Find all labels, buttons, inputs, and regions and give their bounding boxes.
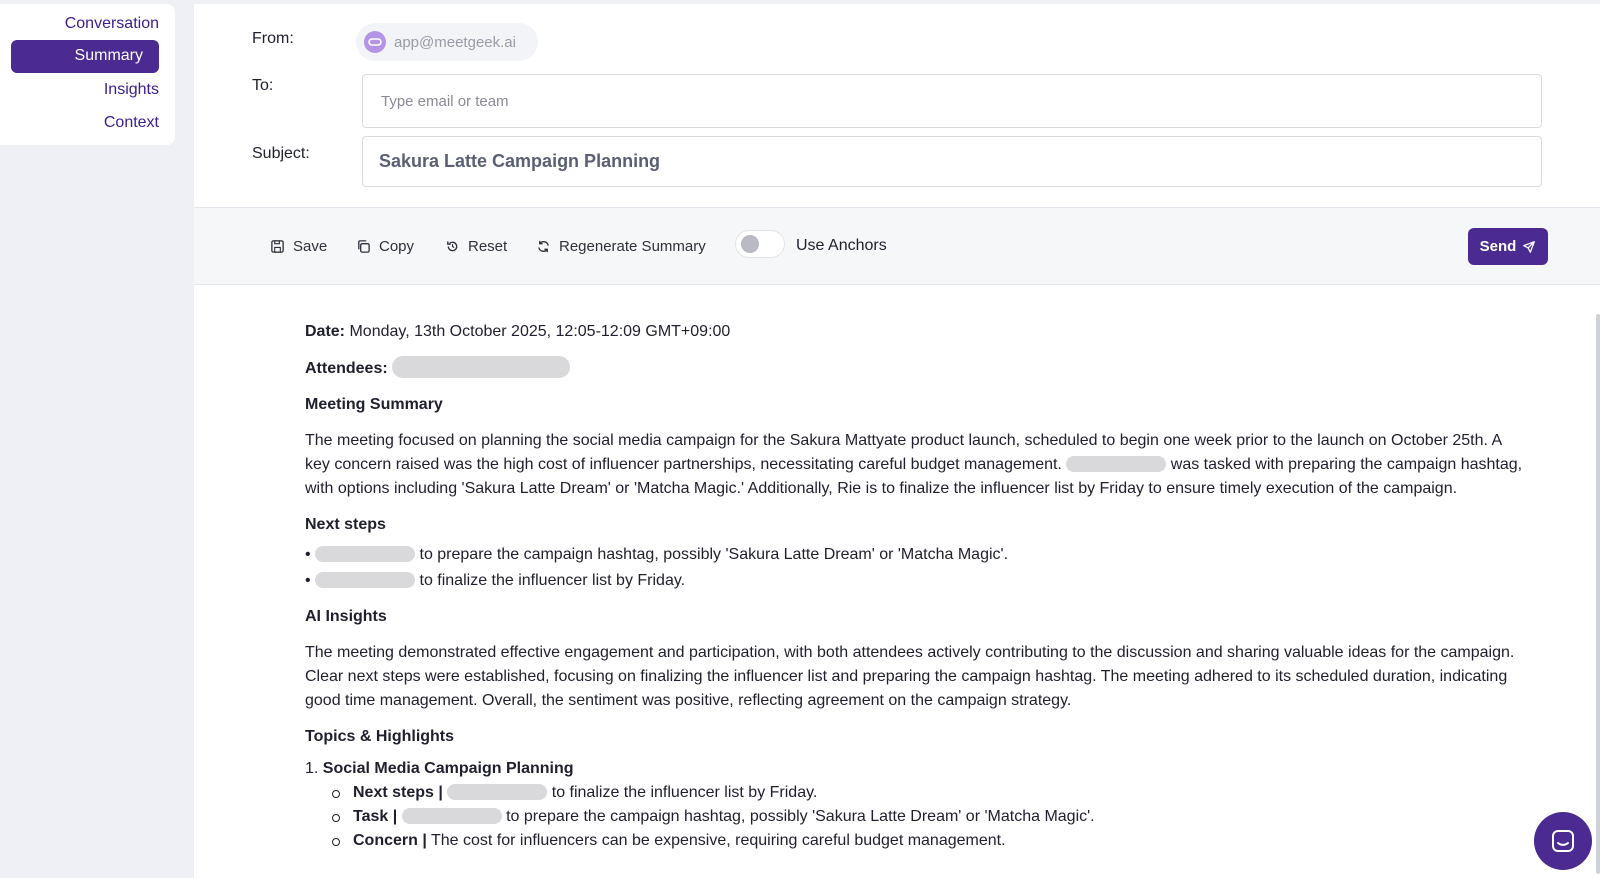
- topic-sub-item: [305, 829, 1525, 853]
- regenerate-summary-button[interactable]: [536, 238, 706, 255]
- summary-nav: [0, 4, 175, 145]
- next-step-text: to prepare the campaign hashtag, possibly 'Sakura Latte Dream' or 'Matcha Magic'.: [415, 546, 1009, 563]
- sub-item-label: Next steps |: [353, 784, 443, 801]
- sub-item-label: Task |: [353, 808, 398, 825]
- reset-icon: [445, 239, 460, 254]
- toggle-knob: [741, 235, 759, 253]
- next-step-text: to finalize the influencer list by Friday.: [415, 572, 686, 589]
- attendees-line: [305, 356, 1525, 381]
- reset-button[interactable]: [445, 238, 507, 255]
- date-line: [305, 320, 1525, 344]
- sub-item-text: The cost for influencers can be expensive, requiring careful budget management.: [426, 832, 1006, 849]
- topic-title: Social Media Campaign Planning: [322, 760, 574, 777]
- copy-label: Copy: [379, 238, 415, 255]
- summary-body: [305, 320, 1525, 853]
- sender-avatar-icon: [364, 31, 386, 53]
- chat-icon: [1550, 828, 1576, 854]
- topics-heading: Topics & Highlights: [305, 728, 455, 745]
- next-steps-heading: Next steps: [305, 516, 386, 533]
- nav-item-conversation[interactable]: Conversation: [64, 15, 159, 32]
- meeting-summary-part1: The meeting focused on planning the social media campaign for the Sakura Mattyate product launch, scheduled to begin one week prior to the launch on October 25th. A key concern raised was the high cost of influencer partnerships, necessitating careful budget management.: [305, 432, 1502, 473]
- redacted-attendees: [392, 356, 570, 378]
- from-sender-chip: [356, 23, 538, 61]
- redacted-name: [1066, 456, 1166, 472]
- save-icon: [270, 239, 285, 254]
- attendees-label: Attendees:: [305, 360, 388, 377]
- to-field[interactable]: [362, 74, 1542, 128]
- sub-item-label: Concern |: [353, 832, 427, 849]
- email-composer: [194, 0, 1600, 878]
- topic-sub-item: [305, 781, 1525, 805]
- use-anchors-toggle[interactable]: [735, 230, 785, 258]
- send-button[interactable]: [1468, 228, 1548, 265]
- to-label: To:: [252, 77, 274, 94]
- date-value: Monday, 13th October 2025, 12:05-12:09 GMT+09:00: [349, 323, 731, 340]
- send-icon: [1522, 240, 1536, 254]
- summary-toolbar: [194, 207, 1600, 285]
- date-label: Date:: [305, 323, 346, 340]
- nav-item-insights[interactable]: Insights: [103, 81, 159, 98]
- from-address: app@meetgeek.ai: [394, 33, 516, 51]
- topic-sub-item: [305, 805, 1525, 829]
- refresh-icon: [536, 239, 551, 254]
- copy-icon: [356, 239, 371, 254]
- save-button[interactable]: [270, 238, 327, 255]
- content-scrollbar[interactable]: [1596, 314, 1600, 874]
- regenerate-summary-label: Regenerate Summary: [559, 238, 706, 255]
- topic-number: 1.: [305, 760, 319, 777]
- redacted-name: [315, 572, 415, 588]
- redacted-name: [315, 546, 415, 562]
- ai-insights-heading: AI Insights: [305, 608, 387, 625]
- chat-support-button[interactable]: [1534, 812, 1592, 870]
- save-label: Save: [293, 238, 328, 255]
- copy-button[interactable]: [356, 238, 414, 255]
- sub-item-text: to finalize the influencer list by Friday.: [547, 784, 818, 801]
- send-label: Send: [1479, 238, 1517, 255]
- meeting-summary-heading: Meeting Summary: [305, 396, 443, 413]
- next-step-item: • to finalize the influencer list by Friday.: [305, 572, 686, 589]
- meeting-summary-part2: was tasked with preparing the campaign hashtag, with options including 'Sakura Latte Dream' or 'Matcha Magic.' Additionally, Rie is to finalize the influencer list by Friday to ensure timely execution of the campaign.: [305, 456, 1523, 497]
- top-divider: [194, 0, 1600, 4]
- subject-field[interactable]: [362, 136, 1542, 187]
- use-anchors-label: Use Anchors: [796, 237, 887, 254]
- reset-label: Reset: [468, 238, 508, 255]
- next-step-item: • to prepare the campaign hashtag, possibly 'Sakura Latte Dream' or 'Matcha Magic'.: [305, 546, 1009, 563]
- meeting-summary-text: [305, 429, 1525, 501]
- sub-item-text: to prepare the campaign hashtag, possibly 'Sakura Latte Dream' or 'Matcha Magic'.: [501, 808, 1095, 825]
- from-label: From:: [252, 30, 294, 47]
- redacted-name: [447, 784, 547, 800]
- nav-item-summary[interactable]: Summary: [11, 40, 159, 73]
- subject-input[interactable]: [379, 151, 1541, 172]
- topic-item: [305, 757, 1525, 781]
- redacted-name: [402, 808, 502, 824]
- to-input[interactable]: [381, 93, 1541, 110]
- subject-label: Subject:: [252, 145, 310, 162]
- ai-insights-text: The meeting demonstrated effective engagement and participation, with both attendees actively contributing to the discussion and sharing valuable ideas for the campaign. Clear next steps were established, focusing on finalizing the influencer list and preparing the campaign hashtag. The meeting adhered to its scheduled duration, indicating good time management. Overall, the sentiment was positive, reflecting agreement on the campaign strategy.: [305, 644, 1515, 709]
- nav-item-context[interactable]: Context: [103, 114, 159, 131]
